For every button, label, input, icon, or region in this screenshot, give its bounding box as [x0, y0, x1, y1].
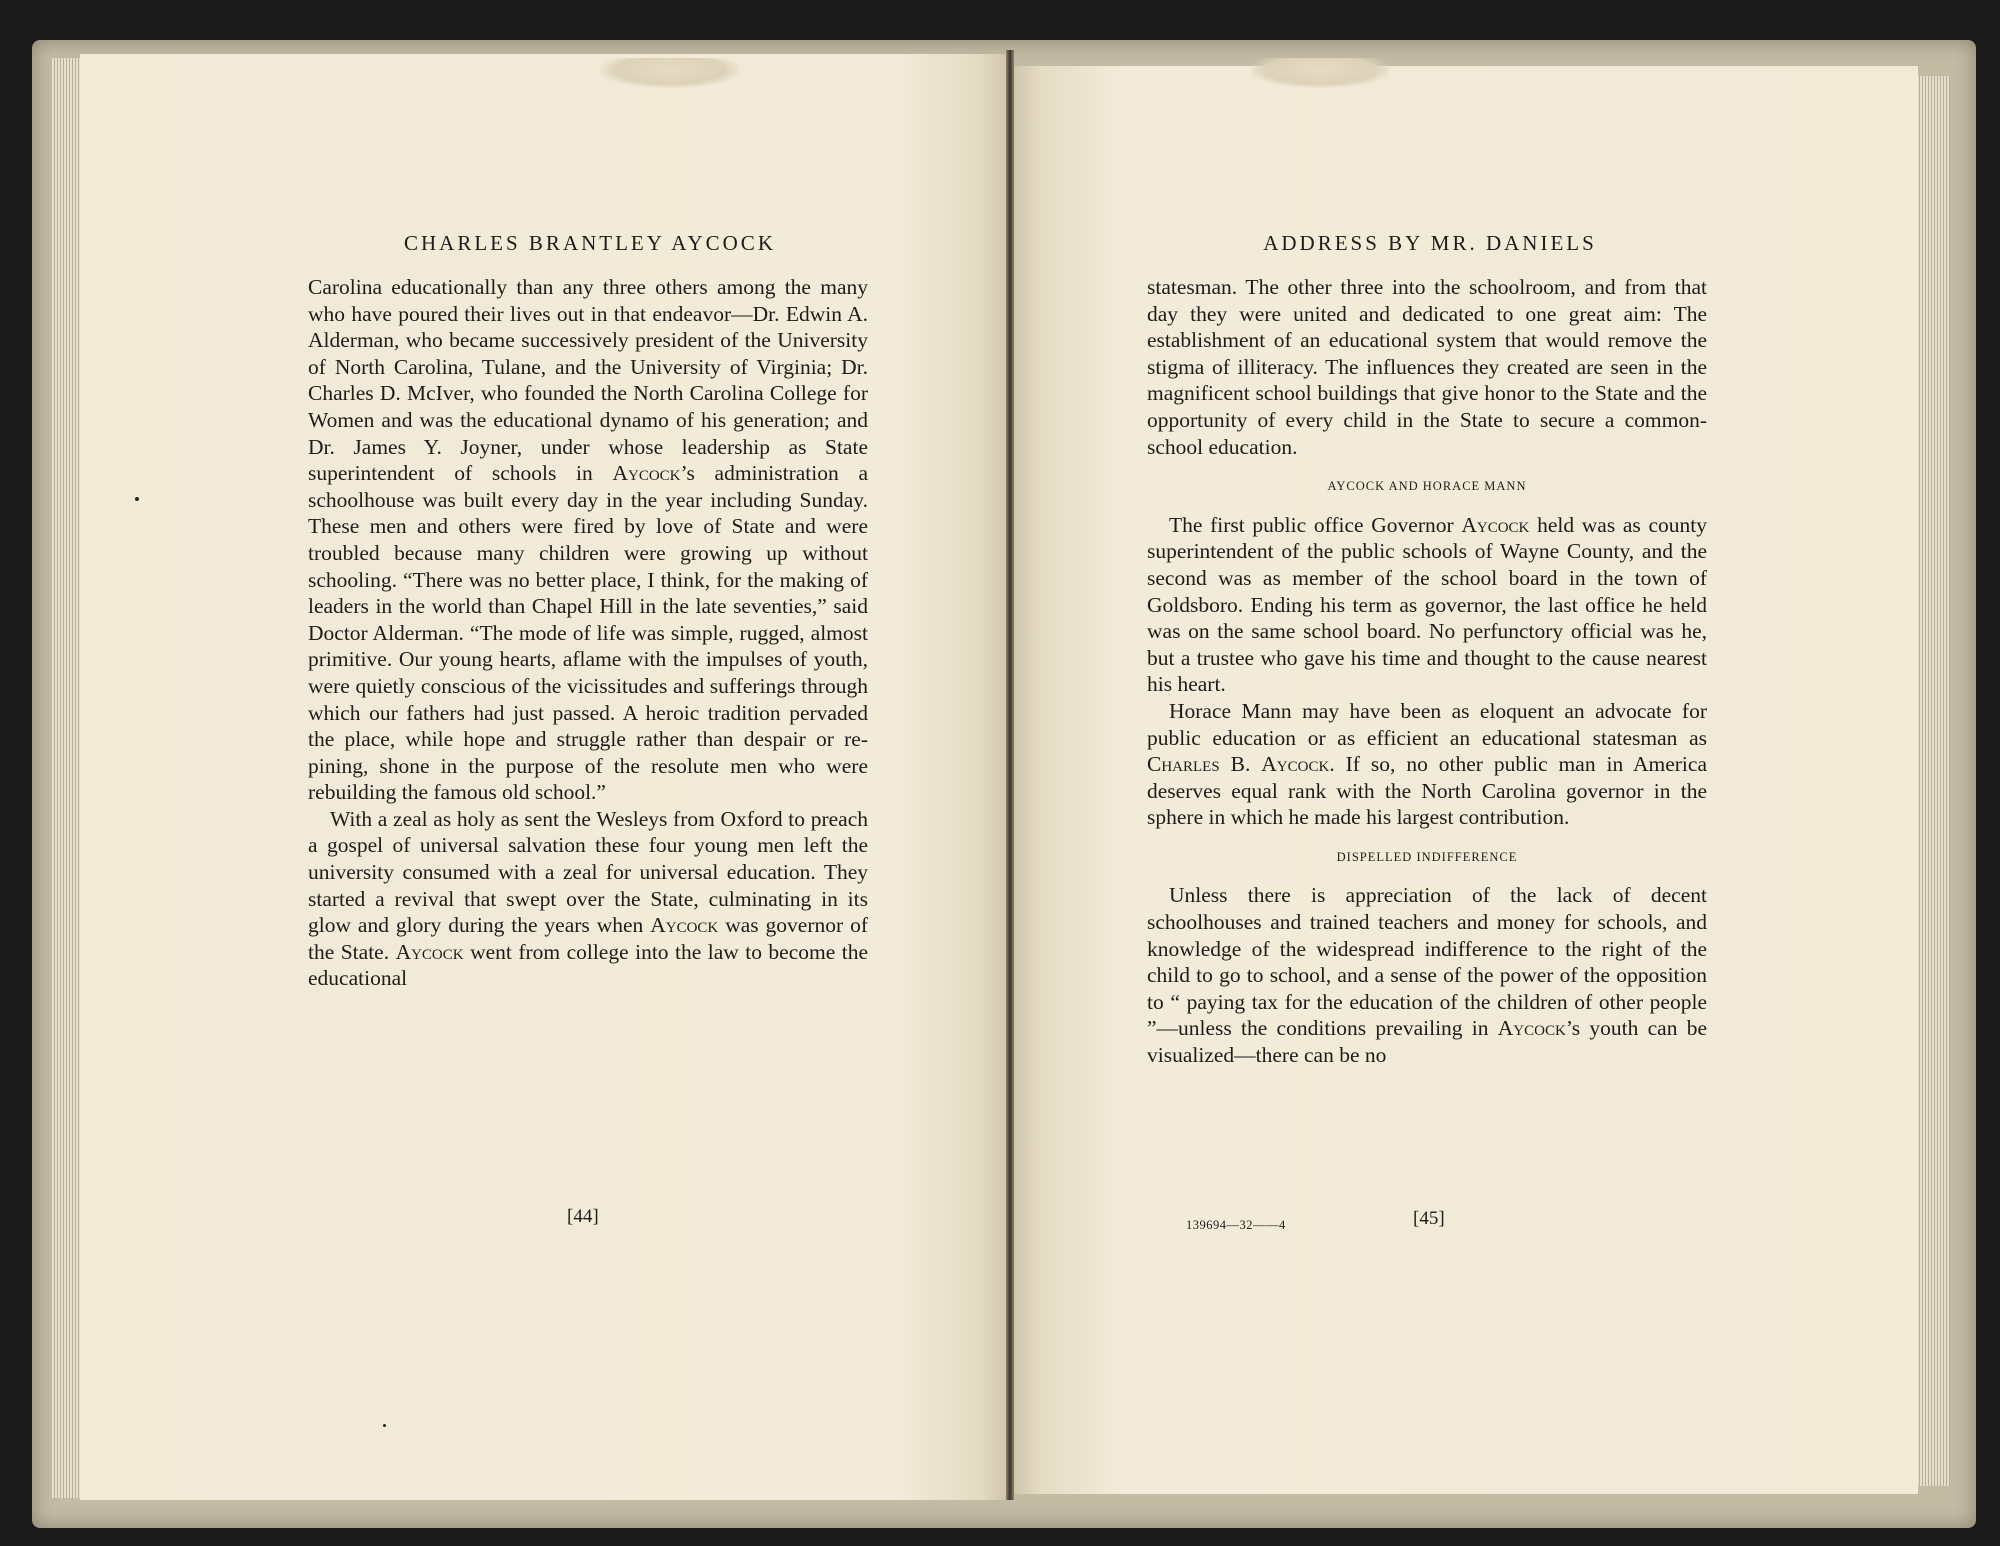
page-number-right: [45]	[1413, 1208, 1445, 1229]
section-heading: DISPELLED INDIFFERENCE	[1336, 849, 1518, 864]
text-run: ’s youth can be visualized—there can be no	[1147, 1016, 1707, 1068]
paper-fleck	[383, 1424, 386, 1427]
text-run: statesman. The other three into the schoolroom, and from that day they were united and dedicated to one great aim: The establishment of an educational system that would remove the stigma of illiteracy. The influences they created are seen in the magnificent school buildings that give honor to the State and the opportunity of every child in the State to secure a common-school education.	[1147, 275, 1707, 459]
text-run: Horace Mann may have been as eloquent an advocate for public education or as efficient an educational statesman as	[1147, 698, 1707, 750]
small-caps-name: Aycock	[1497, 1016, 1566, 1041]
paragraph	[1147, 274, 1707, 460]
left-page-body	[308, 274, 868, 992]
paper-fleck	[135, 497, 139, 501]
text-run: B.	[1219, 752, 1262, 777]
paragraph	[1147, 698, 1707, 831]
section-heading: AYCOCK AND HORACE MANN	[1327, 479, 1527, 494]
running-head-left: CHARLES BRANTLEY AYCOCK	[404, 231, 776, 255]
page-notch-left	[600, 58, 740, 88]
small-caps-name: Aycock	[650, 913, 719, 938]
small-caps-name: Aycock	[1461, 512, 1530, 537]
paragraph	[1147, 882, 1707, 1068]
paragraph	[308, 806, 868, 992]
text-run: Unless there is appreciation of the lack of decent schoolhouses and trained teachers and money for schools, and knowledge of the widespread indifference to the right of the child to go to school, and a sense of the power of the opposition to “ paying tax for the education of the children of other people ”—unless the conditions prevailing in	[1147, 883, 1707, 1041]
page-number-left: [44]	[567, 1206, 599, 1227]
page-edges-left	[52, 58, 82, 1498]
text-run: Carolina educationally than any three others among the many who have poured their lives out in that endeavor—Dr. Edwin A. Alderman, who became successively president of the University of North Carolina, Tulane, and the University of Virginia; Dr. Charles D. McIver, who founded the North Carolina College for Women and was the educational dynamo of his generation; and Dr. James Y. Joyner, under whose leadership as State superintendent of schools in	[308, 275, 868, 486]
small-caps-name: Aycock	[1261, 752, 1330, 777]
small-caps-name: Aycock	[395, 939, 464, 964]
page-notch-right	[1250, 58, 1390, 88]
page-edges-right	[1916, 76, 1950, 1486]
text-run: . If so, no other public man in America deserves equal rank with the North Carolina governor in the sphere in which he made his largest contribution.	[1147, 752, 1707, 830]
running-head-right: ADDRESS BY MR. DANIELS	[1263, 231, 1597, 255]
small-caps-name: Aycock	[612, 461, 681, 486]
text-run: held was as county superintendent of the public schools of Wayne County, and the second was as member of the school board in the town of Goldsboro. Ending his term as governor, the last office he held was on the same school board. No perfunctory official was he, but a trustee who gave his time and thought to the cause nearest his heart.	[1147, 512, 1707, 697]
printing-code: 139694—32——4	[1186, 1218, 1286, 1232]
paragraph	[1147, 512, 1707, 698]
text-run: was governor of the State.	[308, 913, 868, 964]
gutter-fold	[1006, 50, 1014, 1500]
text-run: The first public office Governor	[1169, 512, 1462, 537]
small-caps-name: Charles	[1147, 752, 1220, 777]
right-page-body	[1147, 274, 1707, 1069]
text-run: ’s administration a schoolhouse was built every day in the year including Sunday. These men and others were fired by love of State and were troubled because many children were growing up without schooling. “There was no better place, I think, for the making of leaders in the world than Chapel Hill in the late seventies,” said Doctor Alderman. “The mode of life was simple, rugged, almost primitive. Our young hearts, aflame with the impulses of youth, were quietly conscious of the vicissitudes and sufferings through which our fathers had just passed. A heroic tradition pervaded the place, while hope and struggle rather than despair or repining, shone in the purpose of the resolute men who were rebuilding the famous old school.”	[308, 461, 868, 805]
text-run: With a zeal as holy as sent the Wesleys from Oxford to preach a gospel of universal salvation these four young men left the university consumed with a zeal for universal education. They started a revival that swept over the State, culminating in its glow and glory during the years when	[308, 806, 868, 938]
text-run: went from college into the law to become the educational	[308, 939, 868, 991]
paragraph	[308, 274, 868, 806]
